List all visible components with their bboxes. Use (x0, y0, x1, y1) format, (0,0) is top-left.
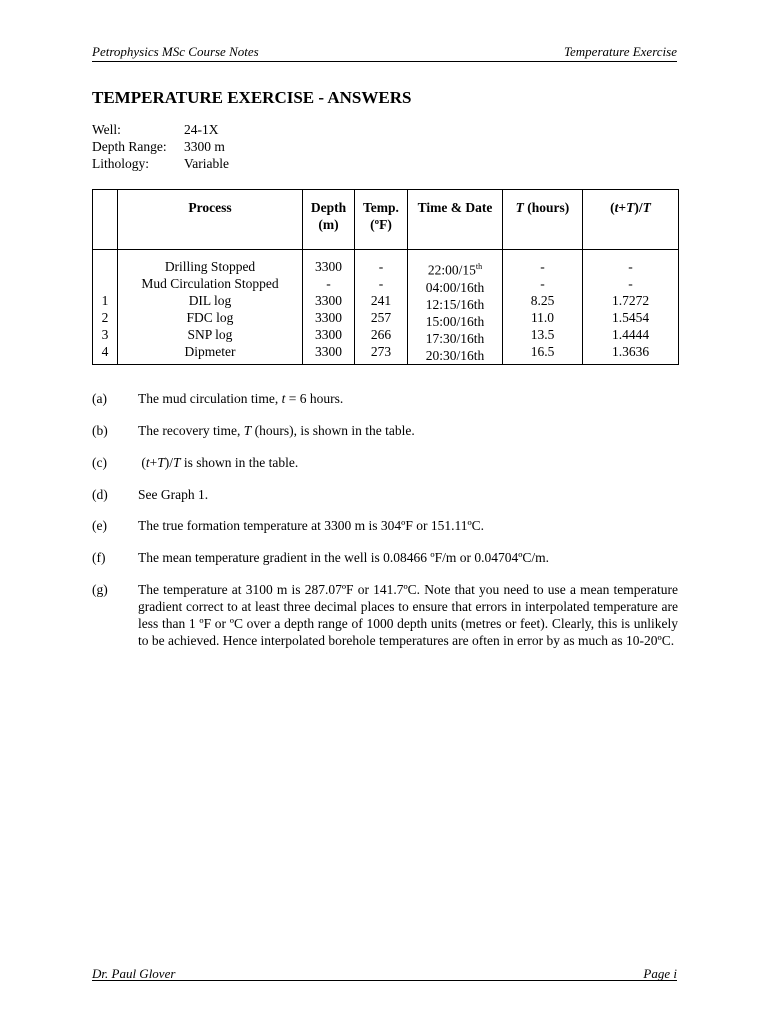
temperature-table (92, 189, 679, 365)
col-depth-header: Depth (m) (303, 190, 355, 250)
header-rule (92, 61, 677, 62)
temp-cell: - - 241 257 266 273 (355, 250, 408, 365)
info-key: Lithology: (92, 156, 149, 171)
footer-left: Dr. Paul Glover (92, 966, 176, 981)
index-cell: 1 2 3 4 (93, 250, 118, 365)
info-value: 24-1X (184, 122, 219, 137)
process-cell: Drilling Stopped Mud Circulation Stopped DIL log FDC log SNP log Dipmeter (118, 250, 303, 365)
footer-rule (92, 980, 677, 981)
well-info (92, 121, 229, 172)
depth-cell: 3300 - 3300 3300 3300 3300 (303, 250, 355, 365)
well-info-row (92, 121, 229, 138)
table-header-row (93, 190, 679, 250)
well-info-row (92, 138, 229, 155)
answer-c: (c) (t+T)/T is shown in the table. (92, 455, 299, 470)
footer-right: Page i (643, 966, 677, 981)
table-body-row (93, 250, 679, 365)
answer-e: (e) The true formation temperature at 3300 m is 304ºF or 151.11ºC. (92, 518, 485, 533)
ratio-cell: - - 1.7272 1.5454 1.4444 1.3636 (583, 250, 679, 365)
header-left: Petrophysics MSc Course Notes (92, 44, 259, 59)
answer-b: (b) The recovery time, T (hours), is shown in the table. (92, 423, 415, 438)
well-info-row (92, 155, 229, 172)
info-key: Depth Range: (92, 139, 167, 154)
col-index-header (93, 190, 118, 250)
answer-f: (f) The mean temperature gradient in the well is 0.08466 ºF/m or 0.04704ºC/m. (92, 550, 550, 565)
info-value: Variable (184, 156, 229, 171)
answer-g: (g) The temperature at 3100 m is 287.07ºF or 141.7ºC. Note that you need to use a mean temperature gradient correct to at least three decimal places to ensure that errors in interpolated temperature are less than 1 ºF or ºC over a depth range of 1000 depth units (metres or feet). Clearly, this is unlikely to be achieved. Hence interpolated borehole temperatures are often in error by as much as 10-20ºC. (92, 582, 678, 648)
header-right: Temperature Exercise (563, 44, 677, 59)
col-ratio-header: (t+T)/T (583, 190, 679, 250)
col-temp-header: Temp. (ºF) (355, 190, 408, 250)
col-process-header: Process (118, 190, 303, 250)
col-time-header: Time & Date (408, 190, 503, 250)
answer-d: (d) See Graph 1. (92, 487, 209, 502)
col-T-header: T (hours) (503, 190, 583, 250)
info-key: Well: (92, 122, 121, 137)
answer-a: (a) The mud circulation time, t = 6 hours. (92, 391, 344, 406)
info-value: 3300 m (184, 139, 225, 154)
time-cell: 22:00/15th 04:00/16th 12:15/16th 15:00/16th 17:30/16th 20:30/16th (408, 250, 503, 365)
page-title: TEMPERATURE EXERCISE - ANSWERS (92, 88, 412, 107)
T-cell: - - 8.25 11.0 13.5 16.5 (503, 250, 583, 365)
